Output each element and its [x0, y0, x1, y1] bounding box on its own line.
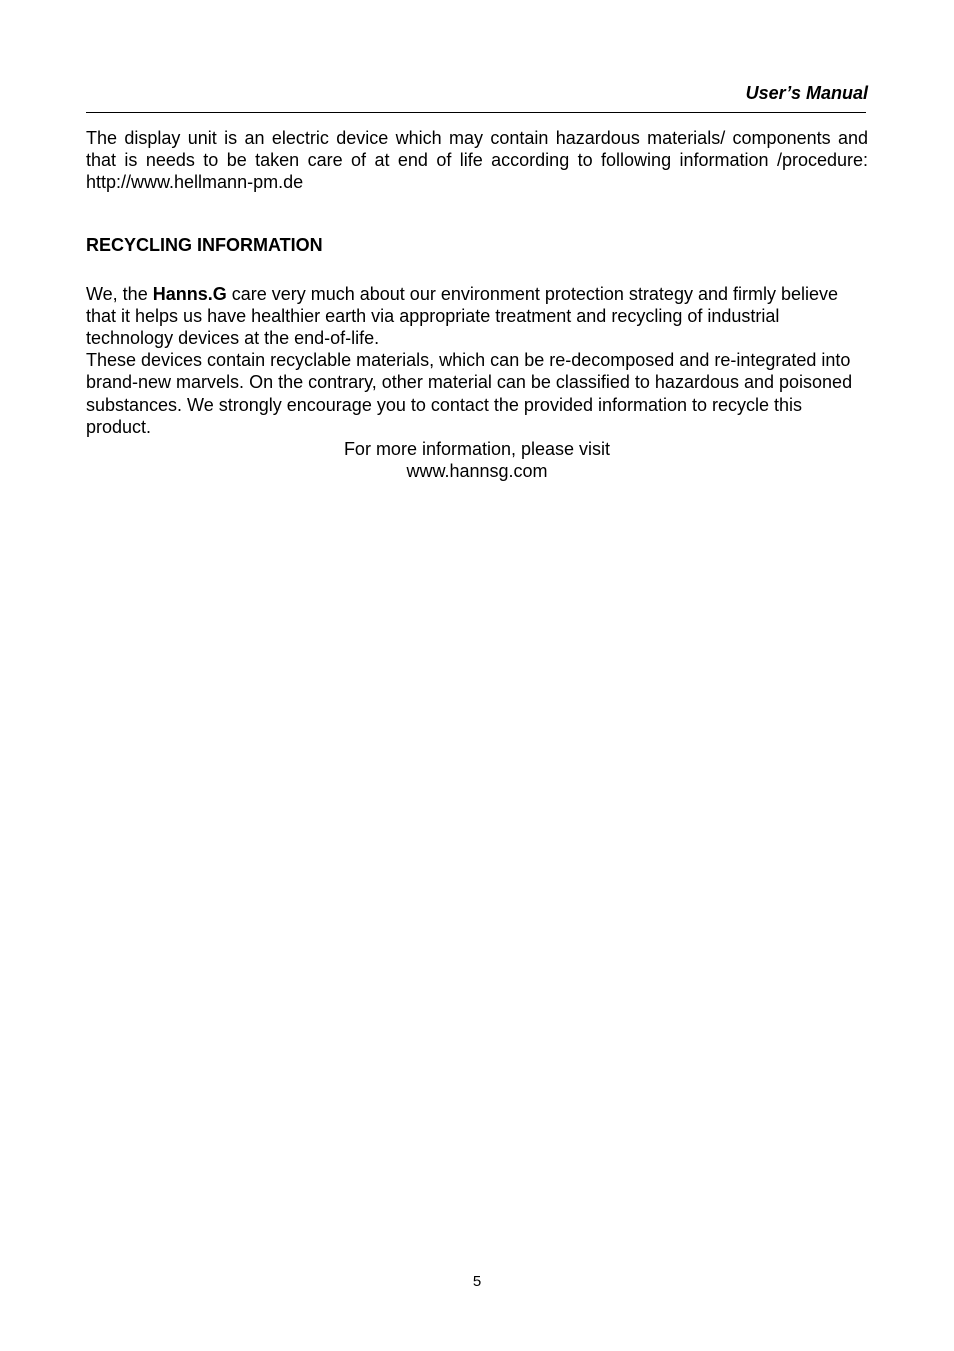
recycling-paragraph-1-body: care very much about our environment protection strategy and firmly believe that it helps us have healthier earth via appropriate treatment and recycling of industrial technology devices at the end-of-life.	[86, 283, 839, 349]
page-content	[86, 127, 868, 482]
recycling-paragraph-1-prefix: We, the	[86, 283, 153, 304]
website-link[interactable]: www.hannsg.com	[406, 461, 548, 482]
intro-paragraph: The display unit is an electric device which may contain hazardous materials/ components and that is needs to be taken care of at end of life according to following information /procedure: http://www.hellmann-pm.de	[86, 128, 868, 193]
header-title: User’s Manual	[745, 83, 868, 103]
section-heading-recycling: RECYCLING INFORMATION	[86, 234, 323, 255]
brand-name: Hanns.G	[152, 283, 227, 304]
header-divider	[86, 112, 866, 113]
page-number: 5	[472, 1273, 482, 1290]
more-info-text: For more information, please visit	[343, 439, 611, 460]
recycling-paragraph-2: These devices contain recyclable materials, which can be re-decomposed and re-integrated into brand-new marvels. On the contrary, other material can be classified to hazardous and poisoned substances. We strongly encourage you to contact the provided information to recycle this product.	[86, 350, 853, 437]
recycling-paragraph-1	[86, 283, 868, 350]
